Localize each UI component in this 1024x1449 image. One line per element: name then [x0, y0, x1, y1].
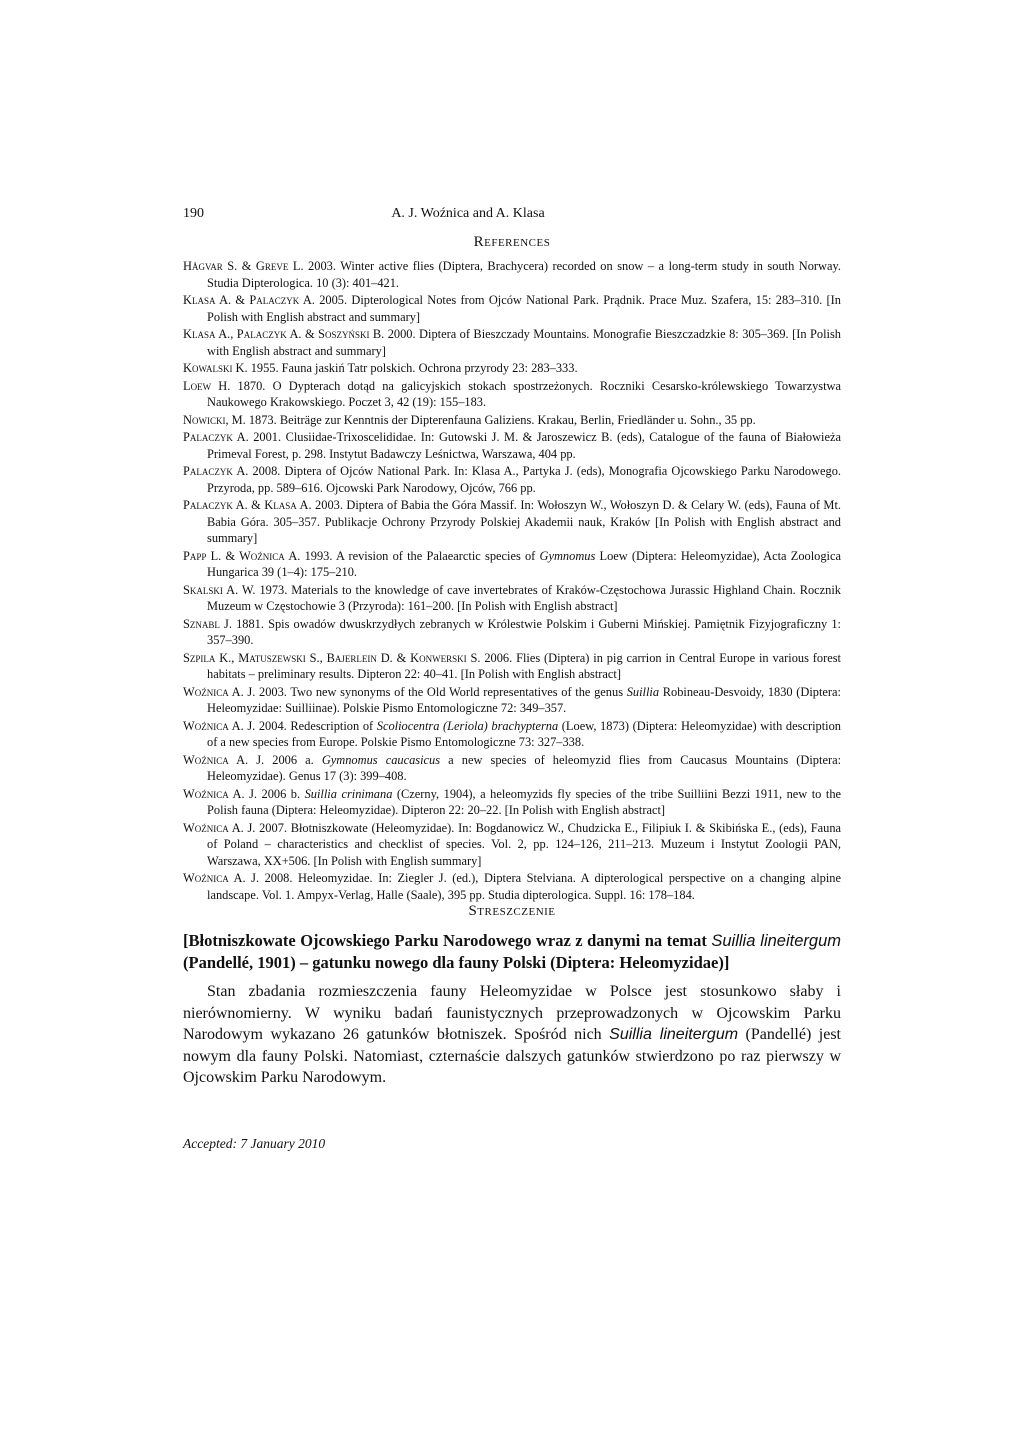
reference-entry [183, 360, 841, 377]
reference-text: 1955. Fauna jaskiń Tatr polskich. Ochrona przyrody 23: 283–333. [247, 361, 578, 375]
reference-taxon: Suillia crinimana [304, 786, 393, 801]
reference-author: Hågvar S. & Greve L. [183, 259, 304, 273]
page-number: 190 [183, 206, 204, 221]
reference-taxon: Gymnomus [539, 548, 596, 563]
reference-text-cont: (Loew, 1873) (Diptera: Heleomyzidae) with description of a new species from Europe. Polskie Pismo Entomologiczne 73: 327–338. [207, 718, 841, 749]
reference-entry [183, 463, 841, 496]
reference-text: 2007. Błotniszkowate (Heleomyzidae). In: Bogdanowicz W., Chudzicka E., Filipiuk I. & Skibińska E., (eds), Fauna of Poland – characteristics and checklist of species. Vol. 2, pp. 124–126, 211–213. Muzeum i Instytut Zoologii PAN, Warszawa, XX+506. [In Polish with English summary] [207, 820, 842, 868]
accepted-date: Accepted: 7 January 2010 [183, 1136, 326, 1151]
reference-taxon: Gymnomus caucasicus [321, 752, 441, 767]
reference-author: Palaczyk A. [183, 464, 249, 478]
reference-author: Woźnica A. J. [183, 871, 260, 885]
reference-author: Woźnica A. J. [183, 718, 256, 733]
reference-text-cont: a new species of heleomyzid flies from Caucasus Mountains (Diptera: Heleomyzidae). Genus 17 (3): 399–408. [207, 752, 842, 783]
reference-text: 2003. Two new synonyms of the Old World representatives of the genus [255, 684, 627, 699]
reference-author: Woźnica A. J. [183, 786, 257, 801]
reference-author: Szpila K., Matuszewski S., Bajerlein D. & Konwerski S. [183, 650, 481, 665]
reference-text: 1873. Beiträge zur Kenntnis der Dipterenfauna Galiziens. Krakau, Berlin, Friedländer u. Sohn., 35 pp. [245, 412, 756, 427]
reference-text: 2004. Redescription of [255, 718, 377, 733]
streszczenie-heading: Streszczenie [468, 903, 556, 919]
reference-text: 1993. A revision of the Palaearctic species of [300, 548, 540, 563]
reference-text: 2003. Diptera of Babia the Góra Massif. In: Wołoszyn W., Wołoszyn D. & Celary W. (eds), Fauna of Mt. Babia Góra. 305–357. Publikacje Ochrony Przyrody Polskiej Akademii nauk, Kraków [In Polish with English abstract and summary] [207, 498, 841, 545]
abstract-species: Suillia lineitergum [609, 1026, 739, 1043]
reference-text: 2006. Flies (Diptera) in pig carrion in Central Europe in various forest habitats – preliminary results. Dipteron 22: 40–41. [In Polish with English abstract] [207, 650, 842, 681]
reference-author: Klasa A. & Palaczyk A. [183, 293, 315, 307]
reference-text-cont: (Czerny, 1904), a heleomyzids fly species of the tribe Suilliini Bezzi 1911, new to the Polish fauna (Diptera: Heleomyzidae). Dipteron 22: 20–22. [In Polish with English abstract] [207, 786, 842, 817]
reference-text: 1870. O Dypterach dotąd na galicyjskich stokach spostrzeżonych. Roczniki Cesarsko-królewskiego Towarzystwa Naukowego Krakowskiego. Poczet 3, 42 (19): 155–183. [207, 378, 841, 409]
references-list [183, 258, 841, 904]
running-head [183, 206, 843, 226]
reference-text: 2001. Clusiidae-Trixoscelididae. In: Gutowski J. M. & Jaroszewicz B. (eds), Catalogue of the fauna of Białowieża Primeval Forest, p. 298. Instytut Badawczy Leśnictwa, Warszawa, 404 pp. [207, 430, 841, 461]
reference-entry [183, 786, 841, 819]
reference-text: 2005. Dipterological Notes from Ojców National Park. Prądnik. Prace Muz. Szafera, 15: 283–310. [In Polish with English abstract and summary] [207, 293, 841, 324]
references-heading: References [473, 234, 551, 250]
reference-text: 2008. Diptera of Ojców National Park. In: Klasa A., Partyka J. (eds), Monografia Ojcowskiego Parku Narodowego. Przyroda, pp. 589–616. Ojcowski Park Narodowy, Ojców, 766 pp. [207, 464, 841, 495]
polish-title-species: Suillia lineitergum [711, 932, 842, 950]
abstract-text-post: (Pandellé) jest nowym dla fauny Polski. Natomiast, czternaście dalszych gatunków stwierdzono po raz pierwszy w Ojcowskim Parku Narodowym. [183, 1026, 841, 1086]
reference-author: Palaczyk A. [183, 430, 249, 444]
reference-entry [183, 582, 841, 615]
reference-entry [183, 292, 841, 325]
reference-text: 1973. Materials to the knowledge of cave invertebrates of Kraków-Częstochowa Jurassic Highland Chain. Rocznik Muzeum w Częstochowie 3 (Przyroda): 161–200. [In Polish with English abstract] [207, 582, 841, 613]
reference-entry [183, 548, 841, 581]
reference-entry [183, 718, 841, 751]
reference-text: 2000. Diptera of Bieszczady Mountains. Monografie Bieszczadzkie 8: 305–369. [In Polish with English abstract and summary] [207, 327, 841, 358]
reference-text: 2006 b. [257, 786, 305, 801]
reference-author: Nowicki, M. [183, 412, 246, 427]
reference-author: Woźnica A. J. [183, 684, 256, 699]
reference-author: Woźnica A. J. [183, 820, 256, 835]
reference-entry [183, 870, 841, 903]
reference-entry [183, 650, 841, 683]
reference-entry [183, 378, 841, 411]
reference-author: Loew H. [183, 378, 231, 393]
reference-text: 2003. Winter active flies (Diptera, Brachycera) recorded on snow – a long-term study in south Norway. Studia Dipterologica. 10 (3): 401–421. [207, 259, 841, 290]
reference-entry [183, 616, 841, 649]
reference-author: Kowalski K. [183, 361, 248, 375]
reference-author: Woźnica A. J. [183, 752, 265, 767]
reference-taxon: Suillia [626, 684, 660, 699]
reference-author: Palaczyk A. & Klasa A. [183, 498, 312, 512]
reference-author: Papp L. & Woźnica A. [183, 548, 301, 563]
reference-author: Sznabl J. [183, 616, 232, 631]
reference-author: Skalski A. W. [183, 582, 256, 597]
polish-abstract [183, 981, 841, 1089]
reference-entry [183, 326, 841, 359]
reference-entry [183, 820, 841, 870]
reference-text: 2006 a. [264, 752, 322, 767]
reference-taxon: Scoliocentra (Leriola) brachypterna [376, 718, 559, 733]
reference-text-cont: Loew (Diptera: Heleomyzidae), Acta Zoologica Hungarica 39 (1–4): 175–210. [207, 548, 841, 579]
polish-title-pre: [Błotniszkowate Ojcowskiego Parku Narodowego wraz z danymi na temat [183, 931, 712, 950]
reference-entry [183, 429, 841, 462]
reference-entry [183, 497, 841, 547]
reference-author: Klasa A., Palaczyk A. & Soszyński B. [183, 327, 385, 341]
running-head-authors: A. J. Woźnica and A. Klasa [391, 206, 545, 221]
polish-title [183, 930, 841, 974]
reference-entry [183, 752, 841, 785]
reference-text: 2008. Heleomyzidae. In: Ziegler J. (ed.), Diptera Stelviana. A dipterological perspective on a changing alpine landscape. Vol. 1. Ampyx-Verlag, Halle (Saale), 395 pp. Studia dipterologica. Suppl. 16: 178–184. [207, 871, 841, 902]
reference-entry [183, 412, 841, 429]
reference-entry [183, 684, 841, 717]
reference-text: 1881. Spis owadów dwuskrzydłych zebranych w Królestwie Polskim i Guberni Mińskiej. Pamiętnik Fizyjograficzny 1: 357–390. [207, 616, 841, 647]
reference-entry [183, 258, 841, 291]
abstract-text-pre: Stan zbadania rozmieszczenia fauny Heleomyzidae w Polsce jest stosunkowo słaby i nierównomierny. W wyniku badań faunistycznych przeprowadzonych w Ojcowskim Parku Narodowym wykazano 26 gatunków błotniszek. Spośród nich [183, 983, 841, 1043]
reference-text-cont: Robineau-Desvoidy, 1830 (Diptera: Heleomyzidae: Suilliinae). Polskie Pismo Entomologiczne 72: 349–357. [207, 684, 841, 715]
polish-title-post: (Pandellé, 1901) – gatunku nowego dla fauny Polski (Diptera: Heleomyzidae)] [183, 953, 730, 972]
